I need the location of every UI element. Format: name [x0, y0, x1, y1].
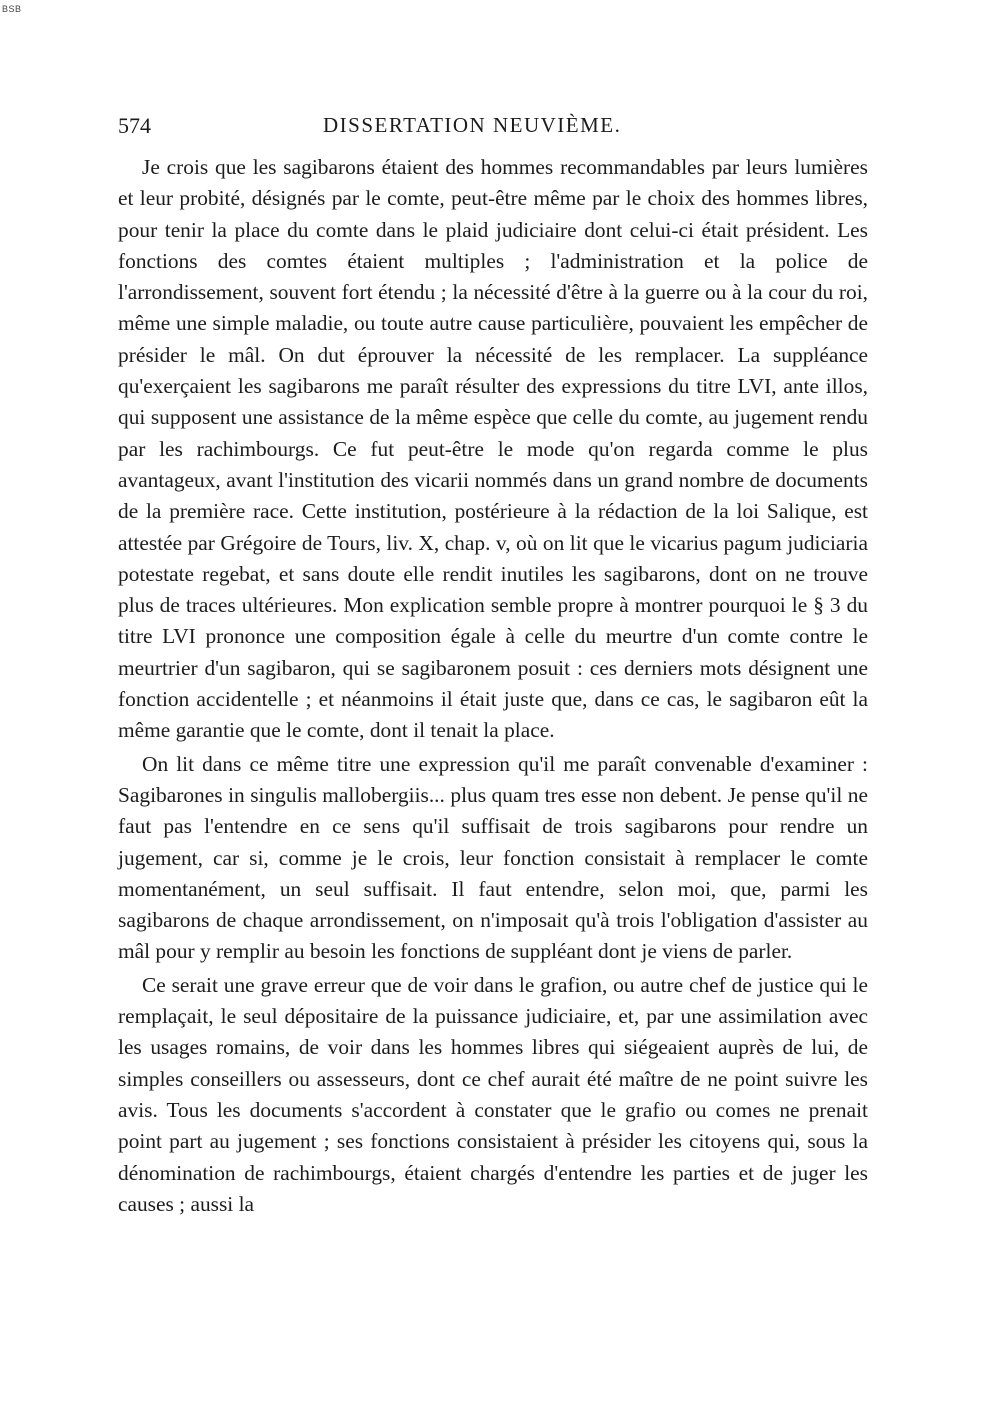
paragraph: Ce serait une grave erreur que de voir dans le grafion, ou autre chef de justice qui le remplaçait, le seul dépositaire de la puissance judiciaire, et, par une assimilation avec les usages romains, de voir dans les hommes libres qui siégeaient auprès de lui, de simples conseillers ou assesseurs, dont ce chef aurait été maître de ne point suivre les avis. Tous les documents s'accordent à constater que le grafio ou comes ne prenait point part au jugement ; ses fonctions consistaient à présider les citoyens qui, sous la dénomination de rachimbourgs, étaient chargés d'entendre les parties et de juger les causes ; aussi la [118, 972, 868, 1216]
paragraph: Je crois que les sagibarons étaient des hommes recommandables par leurs lumières et leur probité, désignés par le comte, peut-être même par le choix des hommes libres, pour tenir la place du comte dans le plaid judiciaire dont celui-ci était président. Les fonctions des comtes étaient multiples ; l'administration et la police de l'arrondissement, souvent fort étendu ; la nécessité d'être à la guerre ou à la cour du roi, même une simple maladie, ou toute autre cause particulière, pouvaient les empêcher de présider le mâl. On dut éprouver la nécessité de les remplacer. La suppléance qu'exerçaient les sagibarons me paraît résulter des expressions du titre LVI, ante illos, qui supposent une assistance de la même espèce que celle du comte, au jugement rendu par les rachimbourgs. Ce fut peut-être le mode qu'on regarda comme le plus avantageux, avant l'institution des vicarii nommés dans un grand nombre de documents de la première race. Cette institution, postérieure à la rédaction de la loi Salique, est attestée par Grégoire de Tours, liv. X, chap. v, où on lit que le vicarius pagum judiciaria potestate regebat, et sans doute elle rendit inutiles les sagibarons, dont on ne trouve plus de traces ultérieures. Mon explication semble propre à montrer pourquoi le § 3 du titre LVI prononce une composition égale à celle du meurtre d'un comte contre le meurtrier d'un sagibaron, qui se sagibaronem posuit : ces derniers mots désignent une fonction accidentelle ; et néanmoins il était juste que, dans ce cas, le sagibaron eût la même garantie que le comte, dont il tenait la place. [118, 155, 868, 743]
page-number: 574 [118, 113, 151, 138]
body-text [118, 152, 868, 1220]
page-header [118, 113, 868, 145]
library-stamp: BSB [2, 4, 22, 14]
paragraph: On lit dans ce même titre une expression qu'il me paraît convenable d'examiner : Sagibarones in singulis mallobergiis... plus quam tres esse non debent. Je pense qu'il ne faut pas l'entendre en ce sens qu'il suffisait de trois sagibarons pour rendre un jugement, car si, comme je le crois, leur fonction consistait à remplacer le comte momentanément, un seul suffisait. Il faut entendre, selon moi, que, parmi les sagibarons de chaque arrondissement, on n'imposait qu'à trois l'obligation d'assister au mâl pour y remplir au besoin les fonctions de suppléant dont je viens de parler. [118, 751, 868, 964]
running-title: DISSERTATION NEUVIÈME. [323, 113, 622, 137]
